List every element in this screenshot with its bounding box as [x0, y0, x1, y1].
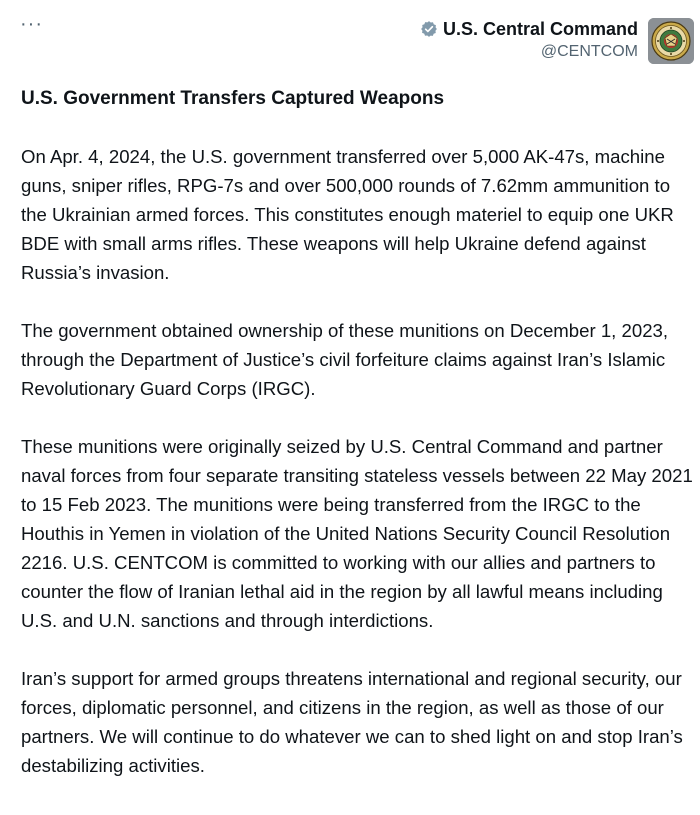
avatar[interactable]: [648, 18, 694, 64]
post-paragraph-1: On Apr. 4, 2024, the U.S. government transferred over 5,000 AK-47s, machine guns, sniper rifles, RPG-7s and over 500,000 rounds of 7.62mm ammunition to the Ukrainian armed forces. This constitutes enough materiel to equip one UKR BDE with small arms rifles. These weapons will help Ukraine defend against Russia’s invasion.: [21, 146, 674, 283]
author-name-row[interactable]: [420, 18, 638, 40]
author-info[interactable]: [420, 18, 638, 62]
verified-badge-icon: [420, 20, 438, 38]
more-options-button[interactable]: ···: [20, 13, 43, 35]
post-paragraph-4: Iran’s support for armed groups threatens international and regional security, our forces, diplomatic personnel, and citizens in the region, as well as those of our partners. We will continue to do whatever we can to shed light on and stop Iran’s destabilizing activities.: [21, 668, 683, 776]
post-paragraph-2: The government obtained ownership of these munitions on December 1, 2023, through the Department of Justice’s civil forfeiture claims against Iran’s Islamic Revolutionary Guard Corps (IRGC).: [21, 320, 669, 399]
display-name[interactable]: U.S. Central Command: [442, 19, 638, 39]
centcom-seal-icon: [648, 18, 694, 64]
post-title: U.S. Government Transfers Captured Weapons: [21, 88, 445, 109]
post-paragraph-3: These munitions were originally seized by U.S. Central Command and partner naval forces from four separate transiting stateless vessels between 22 May 2021 to 15 Feb 2023. The munitions were being transferred from the IRGC to the Houthis in Yemen in violation of the United Nations Security Council Resolution 2216. U.S. CENTCOM is committed to working with our allies and partners to counter the flow of Iranian lethal aid in the region by all lawful means including U.S. and U.N. sanctions and through interdictions.: [21, 436, 693, 631]
user-handle[interactable]: @CENTCOM: [540, 43, 638, 60]
post-content: [21, 86, 693, 809]
